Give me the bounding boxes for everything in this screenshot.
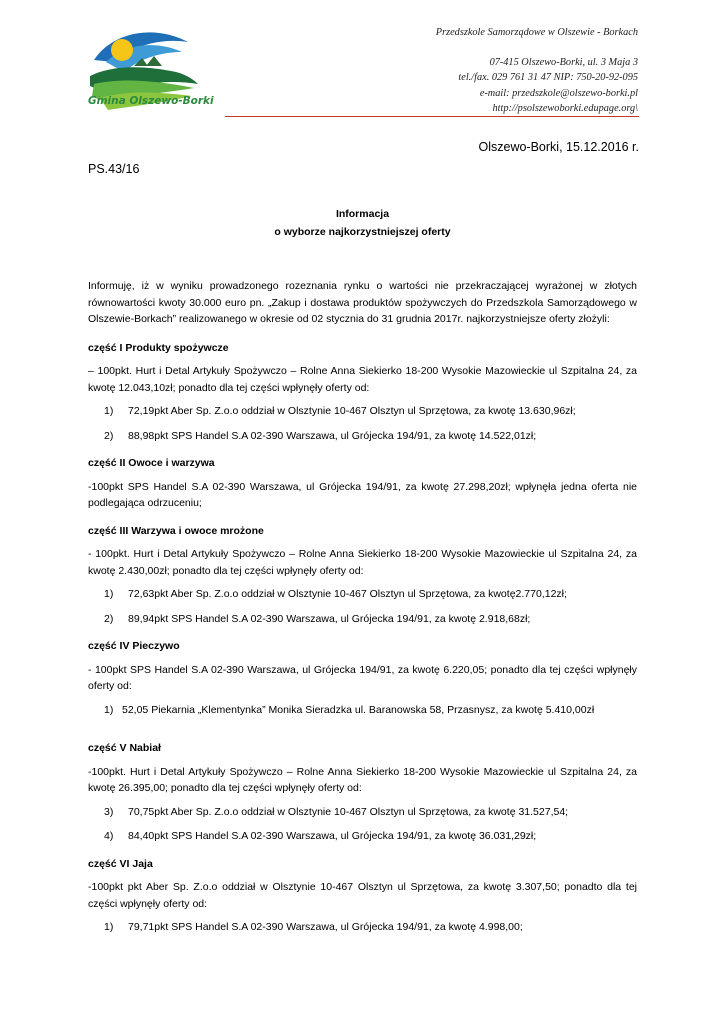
document-subtitle: o wyborze najkorzystniejszej oferty	[274, 226, 451, 238]
item-text: 84,40pkt SPS Handel S.A 02-390 Warszawa, ul Grójecka 194/91, za kwotę 36.031,29zł;	[128, 830, 537, 842]
item-text: 72,63pkt Aber Sp. Z.o.o oddział w Olsztynie 10-467 Olsztyn ul Sprzętowa, za kwotę2.770,12zł;	[128, 588, 567, 600]
part-winner: -100pkt pkt Aber Sp. Z.o.o oddział w Olsztynie 10-467 Olsztyn ul Sprzętowa, za kwotę 3.307,50; ponadto dla tej części wpłynęły oferty od:	[88, 881, 637, 910]
document-body	[88, 278, 637, 944]
item-text: 79,71pkt SPS Handel S.A 02-390 Warszawa, ul Grójecka 194/91, za kwotę 4.998,00;	[128, 921, 523, 933]
part-heading: część III Warzywa i owoce mrożone	[88, 524, 264, 537]
offer-item	[88, 804, 637, 821]
offer-item	[88, 919, 637, 936]
part-heading: część IV Pieczywo	[88, 640, 180, 652]
offer-item	[88, 586, 637, 603]
item-number: 4)	[104, 830, 114, 842]
offer-item	[88, 611, 637, 628]
place-date: Olszewo-Borki, 15.12.2016 r.	[478, 140, 639, 154]
offer-item	[88, 702, 637, 719]
part-heading: część II Owoce i warzywa	[88, 457, 215, 469]
document-title: Informacja	[335, 208, 390, 220]
part-heading: część I Produkty spożywcze	[88, 341, 229, 354]
part-winner: - 100pkt. Hurt i Detal Artykuły Spożywczo – Rolne Anna Siekierko 18-200 Wysokie Mazowieckie ul Szpitalna 24, za kwotę 2.430,00zł; ponadto dla tej części wpłynęły oferty od:	[88, 548, 637, 577]
part-winner: - 100pkt SPS Handel S.A 02-390 Warszawa, ul Grójecka 194/91, za kwotę 6.220,05; ponadto dla tej części wpłynęły oferty od:	[88, 663, 637, 692]
offer-item	[88, 403, 637, 420]
part-heading: część VI Jaja	[88, 857, 153, 870]
school-email: e-mail: przedszkole@olszewo-borki.pl	[479, 87, 638, 99]
item-text: 88,98pkt SPS Handel S.A 02-390 Warszawa, ul Grójecka 194/91, za kwotę 14.522,01zł;	[128, 429, 537, 442]
item-number: 2)	[104, 612, 114, 625]
school-phone: tel./fax. 029 761 31 47 NIP: 750-20-92-095	[458, 72, 638, 84]
school-address: 07-415 Olszewo-Borki, ul. 3 Maja 3	[489, 56, 638, 68]
header-divider	[225, 116, 639, 117]
school-website: http://psolszewoborki.edupage.org\	[492, 103, 638, 115]
item-text: 52,05 Piekarnia „Klementynka” Monika Sieradzka ul. Baranowska 58, Przasnysz, za kwotę 5.410,00zł	[122, 703, 595, 716]
item-number: 1)	[104, 703, 114, 716]
intro-paragraph: Informuję, iż w wyniku prowadzonego rozeznania rynku o wartości nie przekraczającej wyrażonej w złotych równowartości kwoty 30.000 euro pn. „Zakup i dostawa produktów spożywczych do Przedszkola Samorządowego w Olszewie-Borkach” realizowanego w okresie od 02 stycznia do 31 grudnia 2017r. najkorzystniejsze oferty złożyli:	[88, 280, 637, 325]
logo-caption: Gmina Olszewo-Borki	[88, 95, 214, 107]
item-text: 89,94pkt SPS Handel S.A 02-390 Warszawa, ul Grójecka 194/91, za kwotę 2.918,68zł;	[128, 612, 531, 625]
offer-item	[88, 828, 637, 845]
part-winner: -100pkt. Hurt i Detal Artykuły Spożywczo – Rolne Anna Siekierko 18-200 Wysokie Mazowieckie ul Szpitalna 24, za kwotę 26.395,00; ponadto dla tej części wpłynęły oferty od:	[88, 765, 637, 794]
item-text: 72,19pkt Aber Sp. Z.o.o oddział w Olsztynie 10-467 Olsztyn ul Sprzętowa, za kwotę 13.630,96zł;	[128, 405, 576, 417]
reference-number: PS.43/16	[88, 162, 140, 176]
item-number: 3)	[104, 805, 114, 818]
letterhead	[436, 25, 638, 117]
item-number: 1)	[104, 921, 114, 933]
part-winner: -100pkt SPS Handel S.A 02-390 Warszawa, ul Grójecka 194/91, za kwotę 27.298,20zł; wpłynęła jedna oferta nie podlegająca odrzuceniu;	[88, 480, 637, 509]
item-number: 1)	[104, 588, 114, 600]
offer-item	[88, 428, 637, 445]
part-heading: część V Nabiał	[88, 742, 161, 754]
item-text: 70,75pkt Aber Sp. Z.o.o oddział w Olsztynie 10-467 Olsztyn ul Sprzętowa, za kwotę 31.527,54;	[128, 805, 569, 818]
school-name: Przedszkole Samorządowe w Olszewie - Borkach	[435, 27, 638, 38]
item-number: 1)	[104, 405, 114, 417]
item-number: 2)	[104, 429, 114, 442]
part-winner: – 100pkt. Hurt i Detal Artykuły Spożywczo – Rolne Anna Siekierko 18-200 Wysokie Mazowieckie ul Szpitalna 24, za kwotę 12.043,10zł; ponadto dla tej części wpłynęły oferty od:	[88, 365, 637, 394]
